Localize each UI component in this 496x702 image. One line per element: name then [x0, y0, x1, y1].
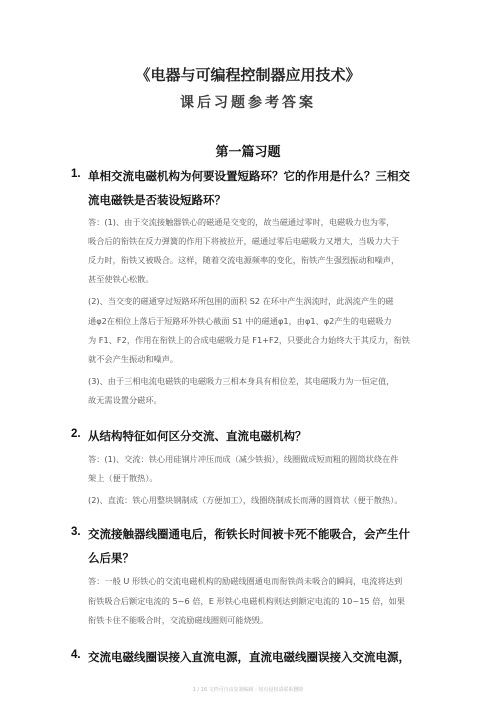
question-4-title-line-1: 交流电磁线圈误接入直流电源，直流电磁线圈误接入交流电源，	[88, 650, 410, 664]
question-4-number: 4.	[71, 649, 81, 661]
answer-1-line-10: 故无需设置分磁环。	[88, 395, 162, 405]
question-3-title-line-1: 交流接触器线圈通电后，衔铁长时间被卡死不能吸合，会产生什	[88, 527, 410, 541]
part-title: 第一篇习题	[215, 145, 281, 160]
answer-1-line-6: 通φ2在相位上落后于短路环外铁心截面 S1 中的磁通φ1，由φ1、φ2产生的电磁吸力	[88, 316, 392, 326]
answer-1-line-7: 为 F1、F2，作用在衔铁上的合成电磁吸力是 F1+F2，只要此合力始终大于其反力，衔铁	[88, 335, 410, 345]
answer-2-line-1: 答：(1)、交流：铁心用硅钢片冲压而成（减少铁损），线圈做成短而粗的圆筒状绕在件	[88, 454, 399, 464]
answer-1-line-5: (2)、当交变的磁通穿过短路环所包围的面积 S2 在环中产生涡流时，此涡流产生的磁	[88, 296, 394, 306]
answer-3-line-3: 衔铁卡住不能吸合时，交流励磁线圈则可能烧毁。	[88, 615, 269, 625]
page-footer: 1 / 16 文档可自由复制编辑 · 如有侵权请联系删除	[192, 687, 304, 693]
answer-1-line-4: 甚至使铁心松散。	[88, 274, 154, 284]
answer-1-line-3: 反力时，衔铁又被吸合。这样，随着交流电源频率的变化，衔铁产生强烈振动和噪声，	[88, 255, 400, 265]
answer-3-line-2: 衔铁吸合后额定电流的 5~6 倍，E 形铁心电磁机构则达到额定电流的 10~15 倍，如果	[88, 596, 405, 606]
question-1-number: 1.	[71, 168, 81, 180]
answer-1-line-1: 答：(1)、由于交流接触器铁心的磁通是交变的，故当磁通过零时，电磁吸力也为零，	[88, 217, 395, 227]
answer-2-line-3: (2)、直流：铁心用整块钢制成（方便加工），线圈绕制成长而薄的圆筒状（便于散热）。	[88, 495, 403, 505]
question-3-title-line-2: 么后果？	[88, 551, 134, 565]
question-3-number: 3.	[71, 526, 81, 538]
answer-3-line-1: 答：一般 U 形铁心的交流电磁机构的励磁线圈通电而衔铁尚未吸合的瞬间，电流将达到	[88, 576, 403, 586]
book-title: 《电器与可编程控制器应用技术》	[135, 66, 361, 84]
question-2-title-line-1: 从结构特征如何区分交流、直流电磁机构？	[88, 429, 307, 443]
answer-1-line-8: 就不会产生振动和噪声。	[88, 354, 179, 364]
question-2-number: 2.	[71, 428, 81, 440]
answer-1-line-9: (3)、由于三相电流电磁铁的电磁吸力三相本身具有相位差，其电磁吸力为一恒定值，	[88, 376, 395, 386]
answer-1-line-2: 吸合后的衔铁在反力弹簧的作用下将被拉开，磁通过零后电磁吸力又增大，当吸力大于	[88, 236, 400, 246]
question-1-title-line-2: 流电磁铁是否装设短路环？	[88, 193, 226, 207]
question-1-title-line-1: 单相交流电磁机构为何要设置短路环？它的作用是什么？三相交	[88, 169, 410, 183]
document-subtitle: 课后习题参考答案	[180, 95, 316, 111]
answer-2-line-2: 架上（便于散热）。	[88, 473, 158, 483]
